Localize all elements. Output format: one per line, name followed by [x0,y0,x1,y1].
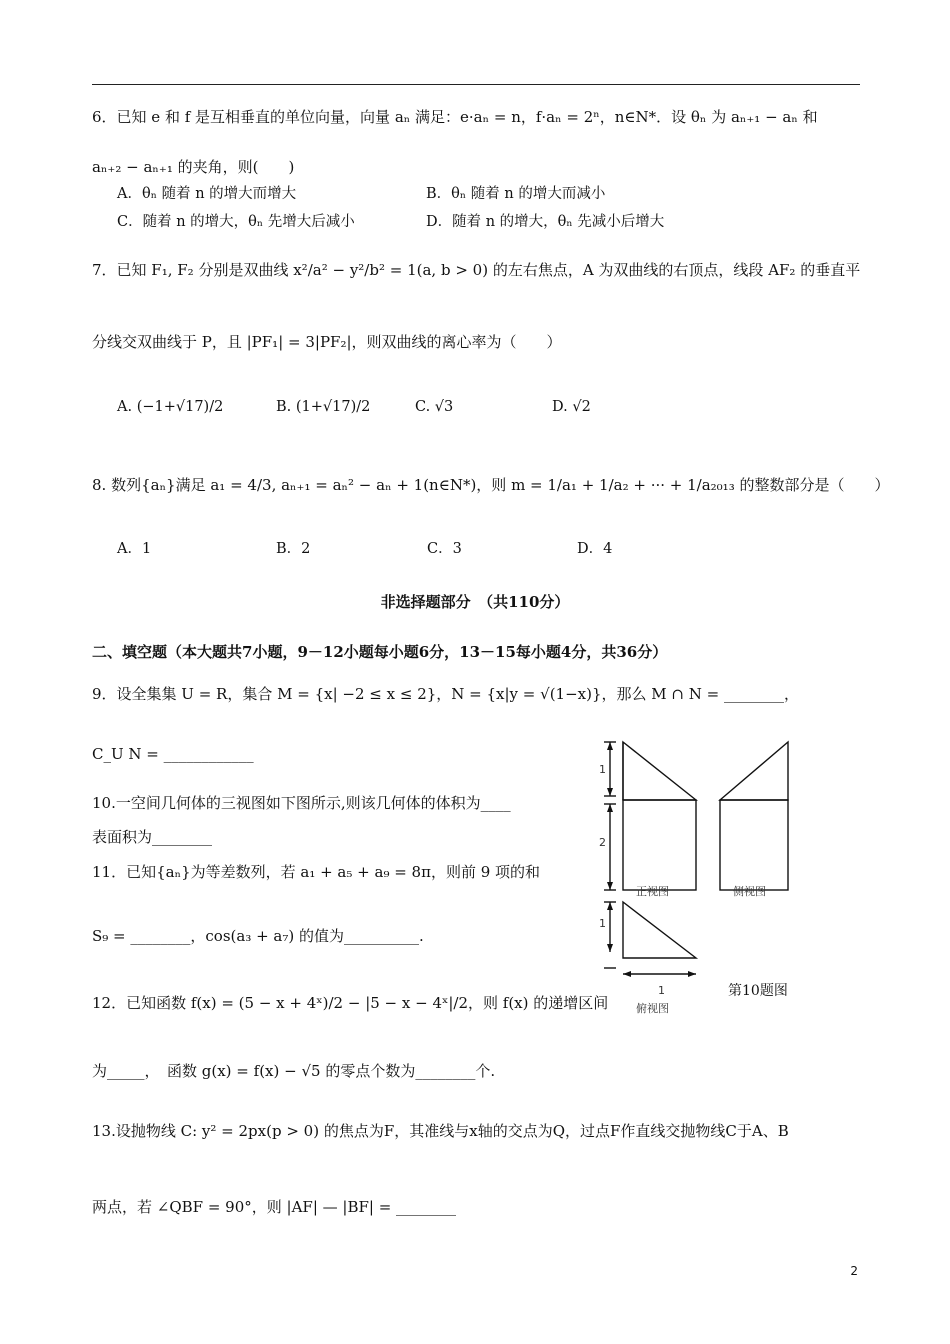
three-view-figure [590,730,840,1020]
q13-line2: 两点，若 ∠QBF = 90°，则 |AF| — |BF| = ________ [92,1198,457,1216]
q11-line2: S₉ = ________，cos(a₃ + a₇) 的值为__________. [92,927,424,945]
q10-line1: 10.一空间几何体的三视图如下图所示,则该几何体的体积为____ [92,794,511,812]
q6-option-d: D．随着 n 的增大，θₙ 先减小后增大 [426,214,665,230]
q6-option-b: B．θₙ 随着 n 的增大而减小 [426,186,606,202]
dim-bottom-label: 1 [658,984,665,997]
q12-line1: 12．已知函数 f(x) = (5 − x + 4ˣ)/2 − |5 − x − 4ˣ|/2，则 f(x) 的递增区间 [92,994,609,1012]
q6-option-a: A．θₙ 随着 n 的增大而增大 [117,186,297,202]
q7-option-b: B. (1+√17)/2 [276,399,371,415]
q12-line2: 为_____， 函数 g(x) = f(x) − √5 的零点个数为________个. [92,1062,496,1080]
figure-caption: 第10题图 [728,983,788,999]
dim-top-view-label: 1 [599,917,606,930]
q8-line1: 8. 数列{aₙ}满足 a₁ = 4/3, aₙ₊₁ = aₙ² − aₙ + 1(n∈N*)，则 m = 1/a₁ + 1/a₂ + ··· + 1/a₂₀₁₃ 的整数部分是（ ） [92,476,890,494]
q10-line2: 表面积为________ [92,828,213,846]
q7-line2: 分线交双曲线于 P，且 |PF₁| = 3|PF₂|，则双曲线的离心率为（ ） [92,333,562,351]
front-view-top [623,742,696,800]
top-view-label: 俯视图 [636,1002,669,1015]
side-view-bottom [720,800,788,890]
q9-line1: 9．设全集集 U = R，集合 M = {x| −2 ≤ x ≤ 2}，N = {x|y = √(1−x)}，那么 M ∩ N = ________， [92,685,799,703]
q7-option-a: A. (−1+√17)/2 [117,399,224,415]
q8-option-b: B．2 [276,541,311,557]
q8-option-d: D．4 [577,541,613,557]
header-rule [92,84,860,85]
page-number: 2 [850,1264,858,1278]
q9-line2: C_U N = ____________ [92,745,254,763]
side-view-label: 侧视图 [733,885,766,898]
front-view-label: 正视图 [636,885,669,898]
q7-option-c: C. √3 [415,399,454,415]
q11-line1: 11．已知{aₙ}为等差数列，若 a₁ + a₅ + a₉ = 8π，则前 9 项的和 [92,863,541,881]
fill-heading: 二、填空题（本大题共7小题，9－12小题每小题6分，13－15每小题4分，共36分） [92,643,668,661]
q7-option-d: D. √2 [552,399,591,415]
top-view-triangle [623,902,696,958]
front-view-bottom [623,800,696,890]
q7-line1: 7．已知 F₁, F₂ 分别是双曲线 x²/a² − y²/b² = 1(a, b > 0) 的左右焦点，A 为双曲线的右顶点，线段 AF₂ 的垂直平 [92,261,861,279]
dim-mid-label: 2 [599,836,606,849]
q8-option-a: A．1 [117,541,152,557]
side-view-top [720,742,788,800]
q8-option-c: C．3 [427,541,462,557]
section-title: 非选择题部分 （共110分） [380,593,570,611]
q13-line1: 13.设抛物线 C: y² = 2px(p > 0) 的焦点为F，其准线与x轴的交点为Q，过点F作直线交抛物线C于A、B [92,1122,789,1140]
q6-option-c: C．随着 n 的增大，θₙ 先增大后减小 [117,214,355,230]
dim-top-label: 1 [599,763,606,776]
q6-line2: aₙ₊₂ − aₙ₊₁ 的夹角，则( ) [92,158,295,176]
q6-line1: 6．已知 e 和 f 是互相垂直的单位向量，向量 aₙ 满足：e·aₙ = n，f·aₙ = 2ⁿ，n∈N*．设 θₙ 为 aₙ₊₁ − aₙ 和 [92,108,818,126]
